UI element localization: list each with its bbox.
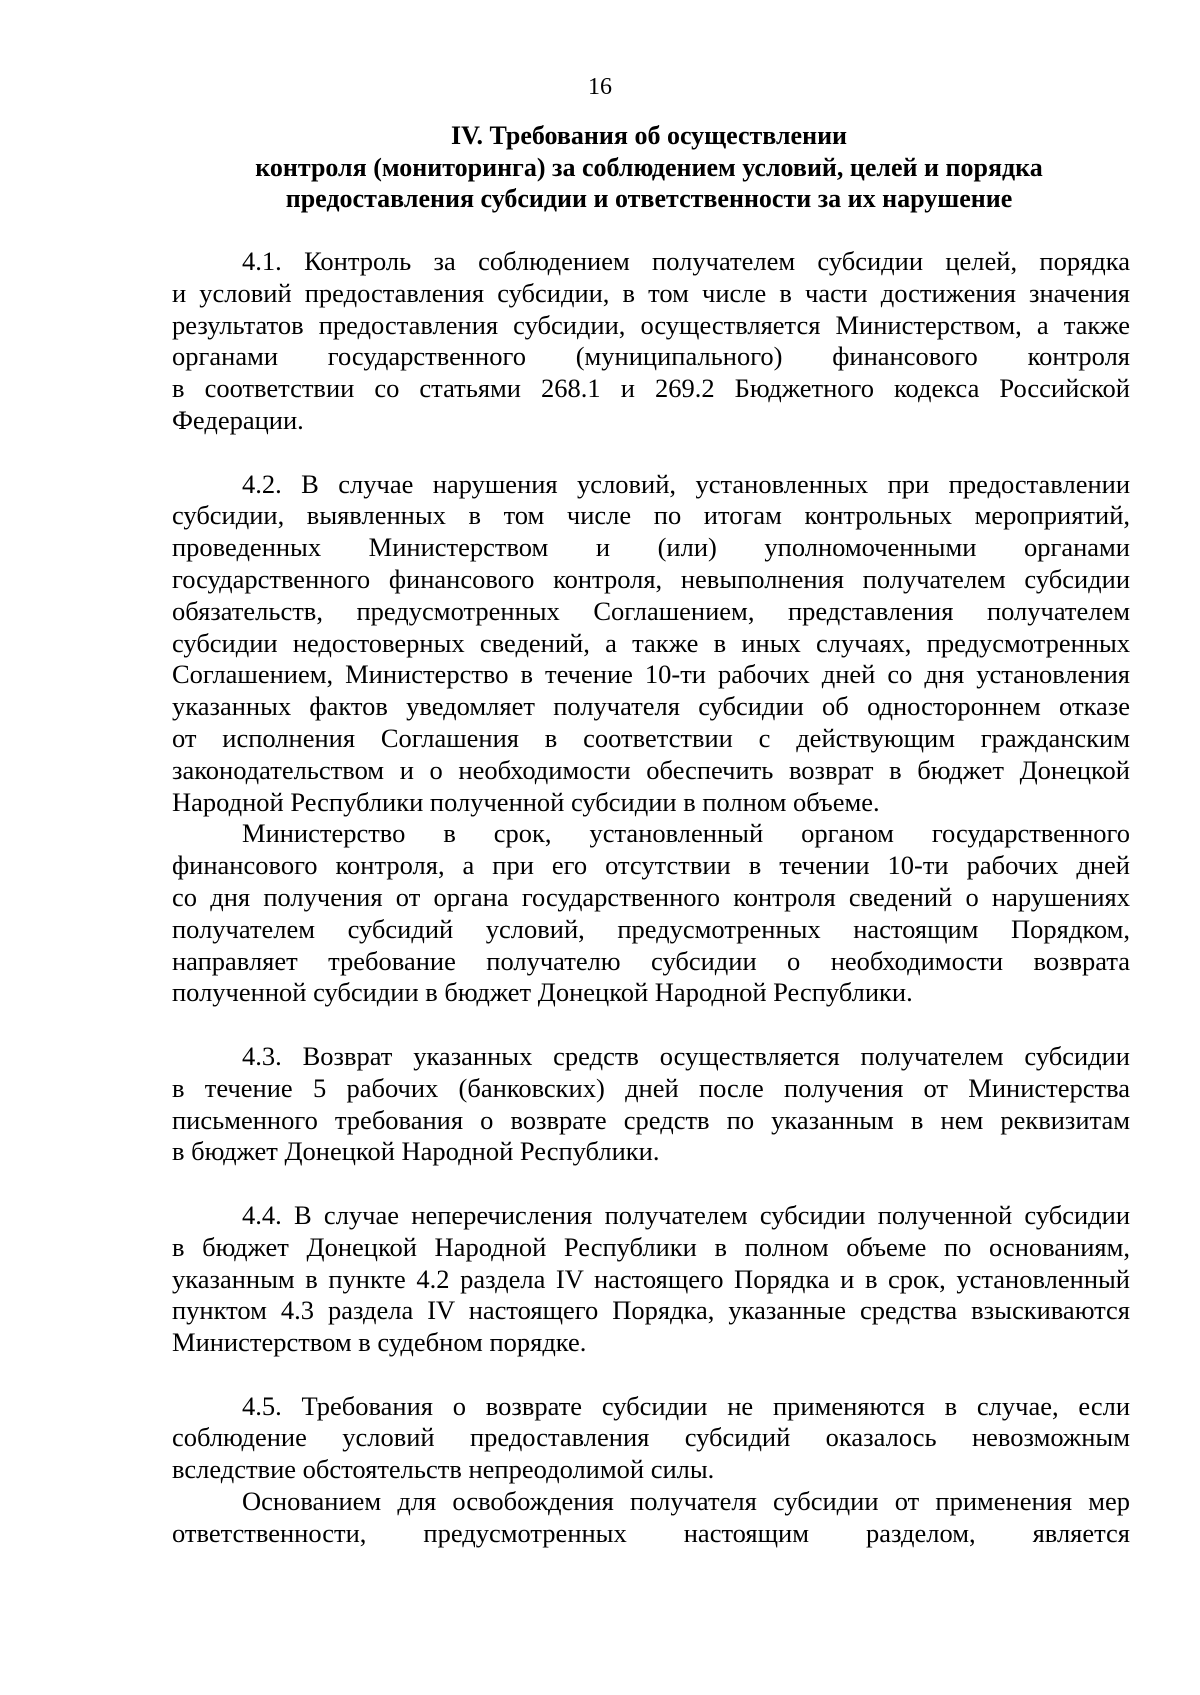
page-number: 16 (588, 74, 612, 100)
text-line: направляет требование получателю субсидии о необходимости возврата (172, 945, 1130, 976)
section-heading-line-2: контроля (мониторинга) за соблюдением условий, целей и порядка (255, 152, 1043, 182)
text-line: 4.1. Контроль за соблюдением получателем субсидии целей, порядка (242, 246, 1130, 276)
text-line: в бюджет Донецкой Народной Республики в полном объеме по основаниям, (172, 1231, 1130, 1262)
paragraph-4-3 (172, 1041, 1130, 1168)
text-line: Народной Республики полученной субсидии в полном объеме. (172, 786, 880, 817)
text-line: письменного требования о возврате средств по указанным в нем реквизитам (172, 1104, 1130, 1135)
text-line: Основанием для освобождения получателя субсидии от применения мер (242, 1486, 1130, 1517)
paragraph-gap (172, 1009, 1130, 1041)
text-line: субсидии недостоверных сведений, а также в иных случаях, предусмотренных (172, 627, 1130, 658)
paragraph-4-5-continued (172, 1486, 1130, 1550)
text-line: проведенных Министерством и (или) уполномоченными органами (172, 532, 1130, 563)
text-line: 4.3. Возврат указанных средств осуществляется получателем субсидии (242, 1040, 1130, 1071)
text-line: со дня получения от органа государственного контроля сведений о нарушениях (172, 881, 1130, 912)
text-line: результатов предоставления субсидии, осуществляется Министерством, а также (172, 309, 1130, 340)
text-line: полученной субсидии в бюджет Донецкой Народной Республики. (172, 977, 913, 1008)
text-line: указанным в пункте 4.2 раздела IV настоящего Порядка и в срок, установленный (172, 1263, 1130, 1294)
text-line: в течение 5 рабочих (банковских) дней после получения от Министерства (172, 1072, 1130, 1103)
paragraph-4-2-continued (172, 818, 1130, 1009)
paragraph-gap (172, 1168, 1130, 1200)
section-heading-line-1: IV. Требования об осуществлении (450, 121, 848, 150)
paragraph-4-1 (172, 246, 1130, 437)
section-heading-line-3: предоставления субсидии и ответственности за их нарушение (285, 184, 1013, 213)
paragraph-gap (172, 437, 1130, 469)
text-line: Соглашением, Министерство в течение 10-ти рабочих дней со дня установления (172, 659, 1130, 690)
text-line: законодательством и о необходимости обеспечить возврат в бюджет Донецкой (172, 754, 1130, 785)
text-line: 4.4. В случае неперечисления получателем субсидии полученной субсидии (242, 1199, 1130, 1230)
text-line: пунктом 4.3 раздела IV настоящего Порядка, указанные средства взыскиваются (172, 1295, 1130, 1326)
paragraph-4-5 (172, 1391, 1130, 1486)
text-line: ответственности, предусмотренных настоящим разделом, является (172, 1517, 1130, 1548)
text-line: Федерации. (172, 404, 304, 435)
text-line: Министерством в судебном порядке. (172, 1327, 587, 1358)
text-line: указанных фактов уведомляет получателя субсидии об одностороннем отказе (172, 691, 1130, 722)
text-line: финансового контроля, а при его отсутствии в течении 10-ти рабочих дней (172, 850, 1130, 881)
paragraph-4-2 (172, 469, 1130, 819)
text-line: в бюджет Донецкой Народной Республики. (172, 1136, 660, 1167)
text-line: получателем субсидий условий, предусмотренных настоящим Порядком, (172, 913, 1130, 944)
text-line: Министерство в срок, установленный органом государственного (242, 818, 1130, 849)
text-line: обязательств, предусмотренных Соглашением, представления получателем (172, 595, 1130, 626)
section-heading (170, 120, 1128, 215)
text-line: вследствие обстоятельств непреодолимой силы. (172, 1454, 715, 1485)
text-line: и условий предоставления субсидии, в том числе в части достижения значения (172, 277, 1130, 308)
text-line: 4.5. Требования о возврате субсидии не применяются в случае, если (242, 1390, 1130, 1421)
paragraph-gap (172, 1359, 1130, 1391)
text-line: субсидии, выявленных в том числе по итогам контрольных мероприятий, (172, 500, 1130, 531)
paragraph-4-4 (172, 1200, 1130, 1359)
text-line: органами государственного (муниципального) финансового контроля (172, 341, 1130, 372)
text-line: соблюдение условий предоставления субсидий оказалось невозможным (172, 1422, 1130, 1453)
document-body (172, 246, 1130, 1550)
text-line: государственного финансового контроля, невыполнения получателем субсидии (172, 563, 1130, 594)
text-line: в соответствии со статьями 268.1 и 269.2 Бюджетного кодекса Российской (172, 373, 1130, 404)
text-line: от исполнения Соглашения в соответствии с действующим гражданским (172, 722, 1130, 753)
text-line: 4.2. В случае нарушения условий, установленных при предоставлении (242, 468, 1130, 499)
